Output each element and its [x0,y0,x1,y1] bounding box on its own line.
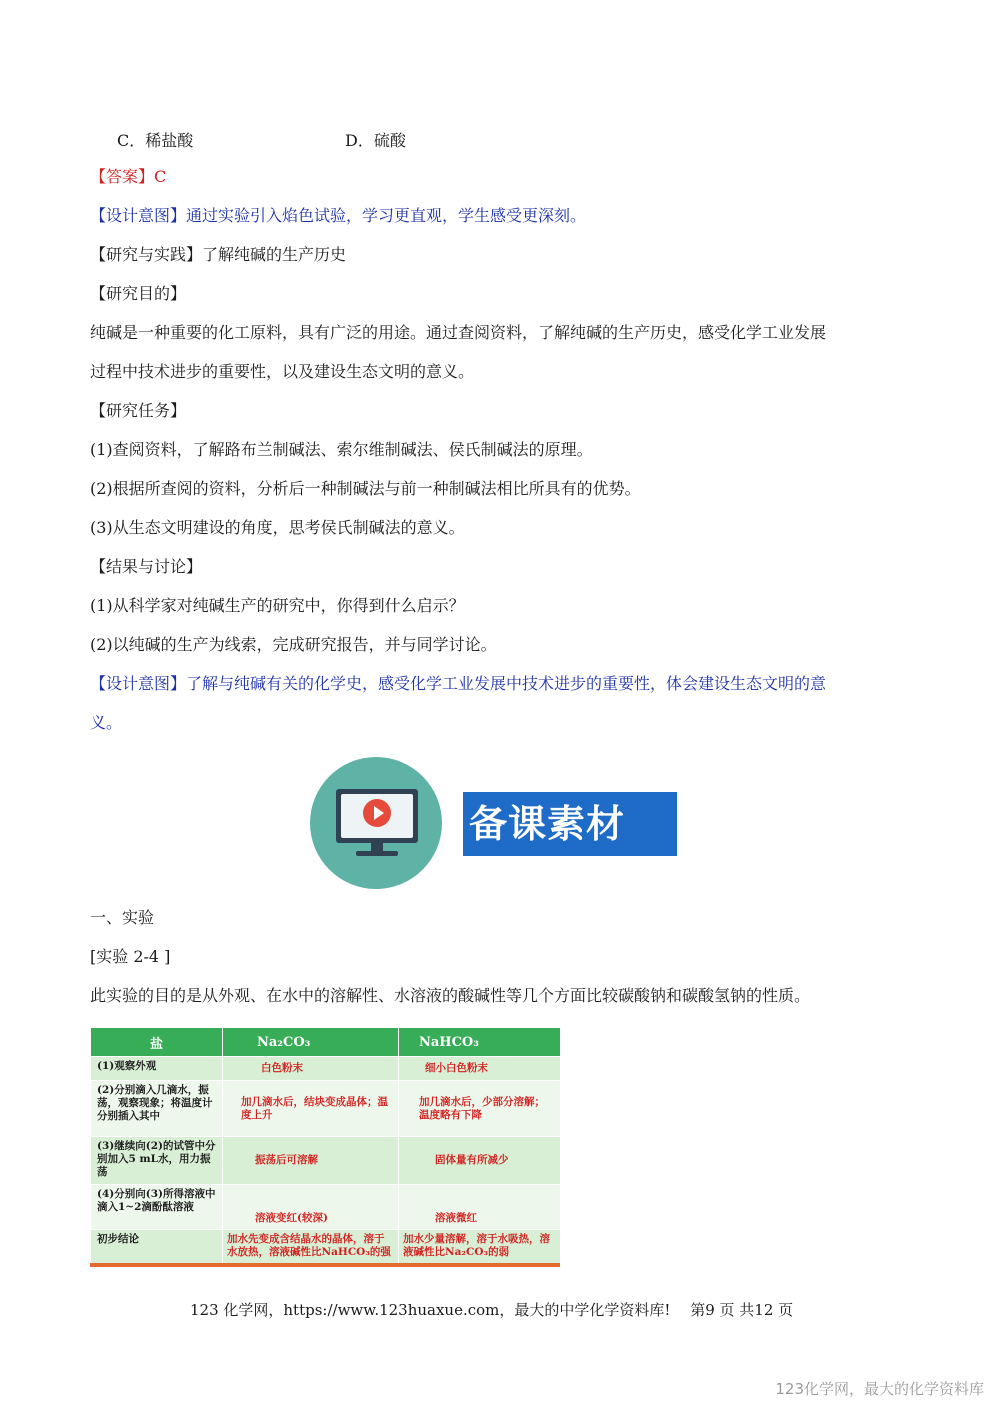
research-purpose-label: 【研究目的】 [90,284,187,303]
answer-line [90,167,910,187]
table-row [91,1230,561,1268]
table-cell: 加水先变成含结晶水的晶体，溶于水放热，溶液碱性比NaHCO₃的强 [223,1230,399,1268]
watermark: 123化学网，最大的化学资料库 [775,1380,984,1398]
table-cell: 加水少量溶解，溶于水吸热，溶液碱性比Na₂CO₃的弱 [399,1230,561,1268]
research-heading-text: 了解纯碱的生产历史 [202,245,347,264]
monitor-play-icon [336,789,418,843]
design-intent-text: 通过实验引入焰色试验，学习更直观，学生感受更深刻。 [186,206,587,225]
table-header: NaHCO₃ [399,1028,561,1057]
table-cell: 溶液微红 [399,1185,561,1230]
banner-title: 备课素材 [463,792,677,856]
table-cell: 白色粉末 [223,1057,399,1081]
table-cell: 初步结论 [91,1230,223,1268]
table-cell: 固体量有所减少 [399,1137,561,1185]
table-cell: (1)观察外观 [91,1057,223,1081]
table-cell: 加几滴水后，结块变成晶体；温度上升 [223,1081,399,1137]
experiment-description: 此实验的目的是从外观、在水中的溶解性、水溶液的酸碱性等几个方面比较碳酸钠和碳酸氢钠的性质。 [90,986,811,1005]
table-header: 盐 [91,1028,223,1057]
research-purpose-line2: 过程中技术进步的重要性，以及建设生态文明的意义。 [90,362,475,381]
section-title: 一、实验 [90,908,155,927]
design-intent-2-label: 【设计意图】 [90,674,187,693]
option-d: D．硫酸 [345,131,406,150]
answer-label: 【答案】 [90,167,155,186]
design-intent-1 [90,206,910,226]
research-purpose-line1: 纯碱是一种重要的化工原料，具有广泛的用途。通过查阅资料，了解纯碱的生产历史，感受化学工业发展 [90,323,827,342]
page-footer: 123 化学网，https://www.123huaxue.com，最大的中学化学资料库! 第9 页 共12 页 [190,1301,794,1319]
research-task-2: (2)根据所查阅的资料，分析后一种制碱法与前一种制碱法相比所具有的优势。 [90,479,641,498]
table-row [91,1137,561,1185]
research-heading [90,245,910,265]
table-cell: 加几滴水后，少部分溶解；温度略有下降 [399,1081,561,1137]
table-cell: 振荡后可溶解 [223,1137,399,1185]
table-cell: (4)分别向(3)所得溶液中滴入1~2滴酚酞溶液 [91,1185,223,1230]
research-task-label: 【研究任务】 [90,401,187,420]
table-cell: 溶液变红(较深) [223,1185,399,1230]
option-c: C．稀盐酸 [117,131,194,150]
result-2: (2)以纯碱的生产为线索，完成研究报告，并与同学讨论。 [90,635,497,654]
table-row [91,1057,561,1081]
experiment-label: [实验 2-4 ] [90,947,171,966]
comparison-table [90,1027,560,1267]
table-row [91,1185,561,1230]
monitor-base [356,851,398,856]
design-intent-2-line2: 义。 [90,713,123,732]
research-task-1: (1)查阅资料，了解路布兰制碱法、索尔维制碱法、侯氏制碱法的原理。 [90,440,593,459]
table-cell: 细小白色粉末 [399,1057,561,1081]
table-cell: (2)分别滴入几滴水，振荡，观察现象；将温度计分别插入其中 [91,1081,223,1137]
research-task-3: (3)从生态文明建设的角度，思考侯氏制碱法的意义。 [90,518,465,537]
design-intent-label: 【设计意图】 [90,206,187,225]
table-header: Na₂CO₃ [223,1028,399,1057]
research-heading-label: 【研究与实践】 [90,245,203,264]
monitor-neck [371,843,383,851]
result-label: 【结果与讨论】 [90,557,203,576]
table-row [91,1081,561,1137]
table-cell: (3)继续向(2)的试管中分别加入5 mL水，用力振荡 [91,1137,223,1185]
design-intent-2-text: 了解与纯碱有关的化学史，感受化学工业发展中技术进步的重要性，体会建设生态文明的意 [186,674,827,693]
design-intent-2 [90,674,910,694]
answer-value: C [154,167,167,186]
result-1: (1)从科学家对纯碱生产的研究中，你得到什么启示？ [90,596,465,615]
